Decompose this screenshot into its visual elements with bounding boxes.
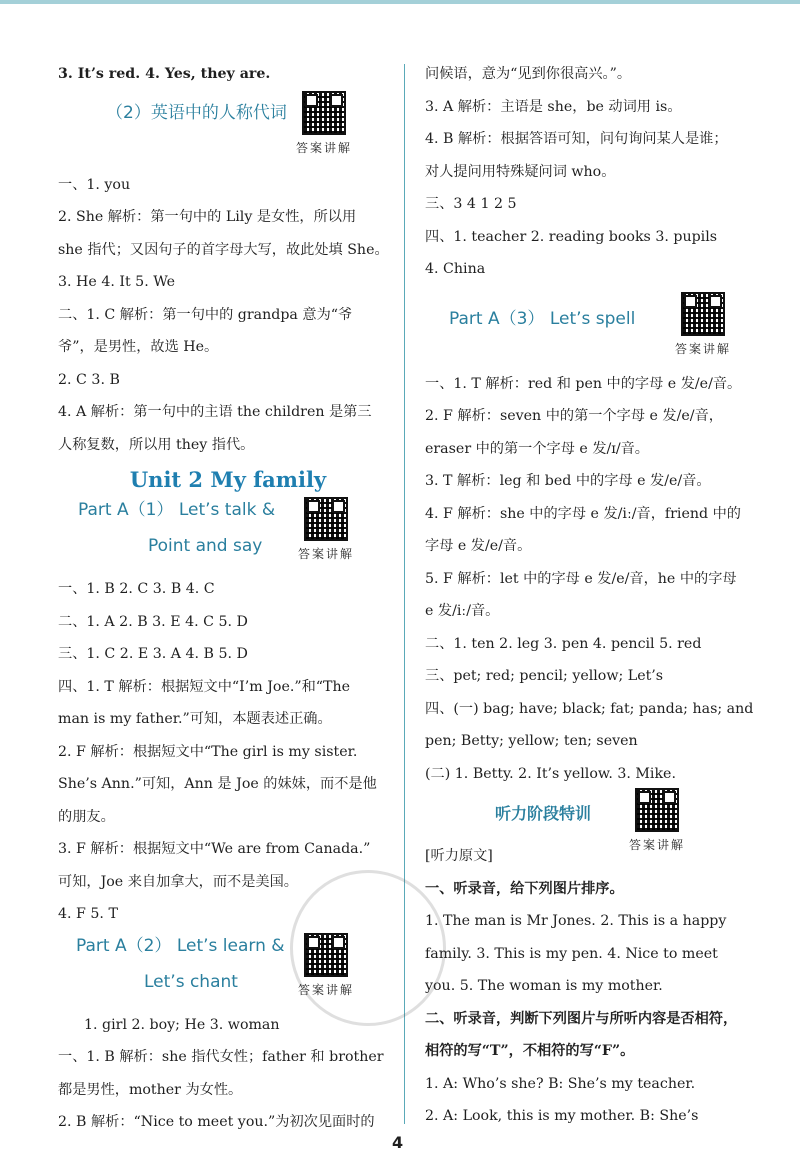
right-column	[425, 58, 763, 1133]
section-title: （2）英语中的人称代词	[106, 102, 287, 123]
answer-line: 3. It’s red. 4. Yes, they are.	[58, 66, 271, 82]
answer-line: 5. F 解析：let 中的字母 e 发/e/音，he 中的字母	[425, 570, 737, 587]
part-header	[58, 495, 398, 573]
qr-code-icon[interactable]	[304, 497, 348, 541]
answer-line: pen; Betty; yellow; ten; seven	[425, 733, 638, 749]
answer-line: (二) 1. Betty. 2. It’s yellow. 3. Mike.	[425, 765, 676, 782]
part-subtitle: Let’s chant	[144, 971, 238, 992]
unit-title: Unit 2 My family	[129, 467, 327, 492]
answer-line: e 发/iː/音。	[425, 603, 500, 619]
qr-label: 答案讲解	[675, 341, 732, 356]
qr-label: 答案讲解	[298, 547, 355, 561]
answer-line: 三、1. C 2. E 3. A 4. B 5. D	[58, 646, 248, 662]
answer-line: 3. A 解析：主语是 she，be 动词用 is。	[425, 98, 682, 115]
section-title: 听力阶段特训	[495, 804, 592, 823]
answer-line: [听力原文]	[425, 848, 493, 864]
answer-line: 字母 e 发/e/音。	[425, 538, 532, 554]
answer-line: 四、(一) bag; have; black; fat; panda; has; and	[425, 700, 754, 717]
answer-line: 1. The man is Mr Jones. 2. This is a happy	[425, 913, 727, 929]
answer-line: 的朋友。	[58, 808, 115, 825]
answer-line: 四、1. T 解析：根据短文中“I’m Joe.”和“The	[58, 678, 351, 695]
answer-line: 四、1. teacher 2. reading books 3. pupils	[425, 228, 718, 245]
answer-line: 相符的写“T”，不相符的写“F”。	[425, 1043, 635, 1059]
answer-line: 1. A: Who’s she? B: She’s my teacher.	[425, 1075, 696, 1092]
part-title: Part A（1） Let’s talk &	[78, 500, 276, 520]
page-number: 4	[392, 1133, 404, 1152]
answer-line: man is my father.”可知，本题表述正确。	[58, 711, 332, 727]
answer-line: 1. girl 2. boy; He 3. woman	[84, 1016, 280, 1033]
answer-line: 一、1. B 解析：she 指代女性；father 和 brother	[58, 1049, 384, 1065]
answer-line: 2. She 解析：第一句中的 Lily 是女性，所以用	[58, 209, 357, 225]
answer-line: 二、听录音，判断下列图片与所听内容是否相符，	[425, 1010, 738, 1027]
answer-line: she 指代；又因句子的首字母大写，故此处填 She。	[58, 241, 389, 258]
qr-label: 答案讲解	[298, 982, 355, 997]
qr-code-icon[interactable]	[681, 292, 725, 336]
qr-label: 答案讲解	[629, 838, 686, 852]
answer-line: 可知，Joe 来自加拿大，而不是美国。	[58, 873, 298, 890]
qr-block[interactable]	[296, 91, 352, 156]
qr-label: 答案讲解	[296, 140, 353, 155]
answer-line: 3. T 解析：leg 和 bed 中的字母 e 发/e/音。	[425, 473, 711, 489]
answer-line: you. 5. The woman is my mother.	[425, 978, 663, 994]
qr-code-icon[interactable]	[302, 91, 346, 135]
answer-line: 3. F 解析：根据短文中“We are from Canada.”	[58, 841, 371, 857]
qr-code-icon[interactable]	[635, 788, 679, 832]
answer-line: 都是男性，mother 为女性。	[58, 1081, 243, 1098]
section-header	[425, 790, 763, 852]
answer-line: 问候语，意为“见到你很高兴。”。	[425, 66, 632, 82]
answer-line: 4. China	[425, 261, 486, 277]
answer-line: family. 3. This is my pen. 4. Nice to meet	[425, 945, 718, 962]
part-header	[425, 286, 763, 368]
answer-line: 4. A 解析：第一句中的主语 the children 是第三	[58, 404, 372, 420]
answer-line: 三、3 4 1 2 5	[425, 196, 517, 212]
answer-line: 二、1. ten 2. leg 3. pen 4. pencil 5. red	[425, 635, 702, 652]
answer-line: 2. F 解析：seven 中的第一个字母 e 发/e/音，	[425, 408, 723, 424]
part-title: Part A（2） Let’s learn &	[76, 935, 285, 956]
answer-line: 一、1. B 2. C 3. B 4. C	[58, 581, 215, 597]
answer-line: 2. C 3. B	[58, 371, 120, 388]
answer-line: 对人提问用特殊疑问词 who。	[425, 163, 616, 180]
section-header	[58, 91, 398, 169]
qr-block[interactable]	[629, 788, 685, 853]
answer-line: 一、听录音，给下列图片排序。	[425, 880, 624, 897]
answer-line: 2. F 解析：根据短文中“The girl is my sister.	[58, 743, 358, 760]
answer-line: 一、1. you	[58, 176, 131, 193]
qr-block[interactable]	[675, 292, 731, 357]
answer-line: 4. F 解析：she 中的字母 e 发/iː/音，friend 中的	[425, 505, 741, 522]
answer-line: 2. A: Look, this is my mother. B: She’s	[425, 1108, 699, 1124]
answer-line: 4. B 解析：根据答语可知，问句询问某人是谁；	[425, 131, 728, 147]
answer-line: 二、1. A 2. B 3. E 4. C 5. D	[58, 613, 248, 630]
answer-line: 一、1. T 解析：red 和 pen 中的字母 e 发/e/音。	[425, 375, 742, 392]
answer-line: 2. B 解析：“Nice to meet you.”为初次见面时的	[58, 1114, 375, 1130]
answer-line: eraser 中的第一个字母 e 发/ɪ/音。	[425, 440, 649, 457]
part-title: Part A（3） Let’s spell	[449, 308, 636, 329]
answer-line: 三、pet; red; pencil; yellow; Let’s	[425, 668, 664, 684]
answer-line: 4. F 5. T	[58, 906, 118, 922]
answer-line: 人称复数，所以用 they 指代。	[58, 436, 255, 453]
qr-block[interactable]	[298, 497, 354, 562]
answer-line: 爷”，是男性，故选 He。	[58, 339, 219, 355]
answer-line: She’s Ann.”可知，Ann 是 Joe 的妹妹，而不是他	[58, 776, 377, 792]
answer-line: 3. He 4. It 5. We	[58, 274, 176, 290]
answer-line: 二、1. C 解析：第一句中的 grandpa 意为“爷	[58, 306, 353, 323]
top-rule	[0, 0, 800, 4]
part-subtitle: Point and say	[148, 536, 263, 556]
